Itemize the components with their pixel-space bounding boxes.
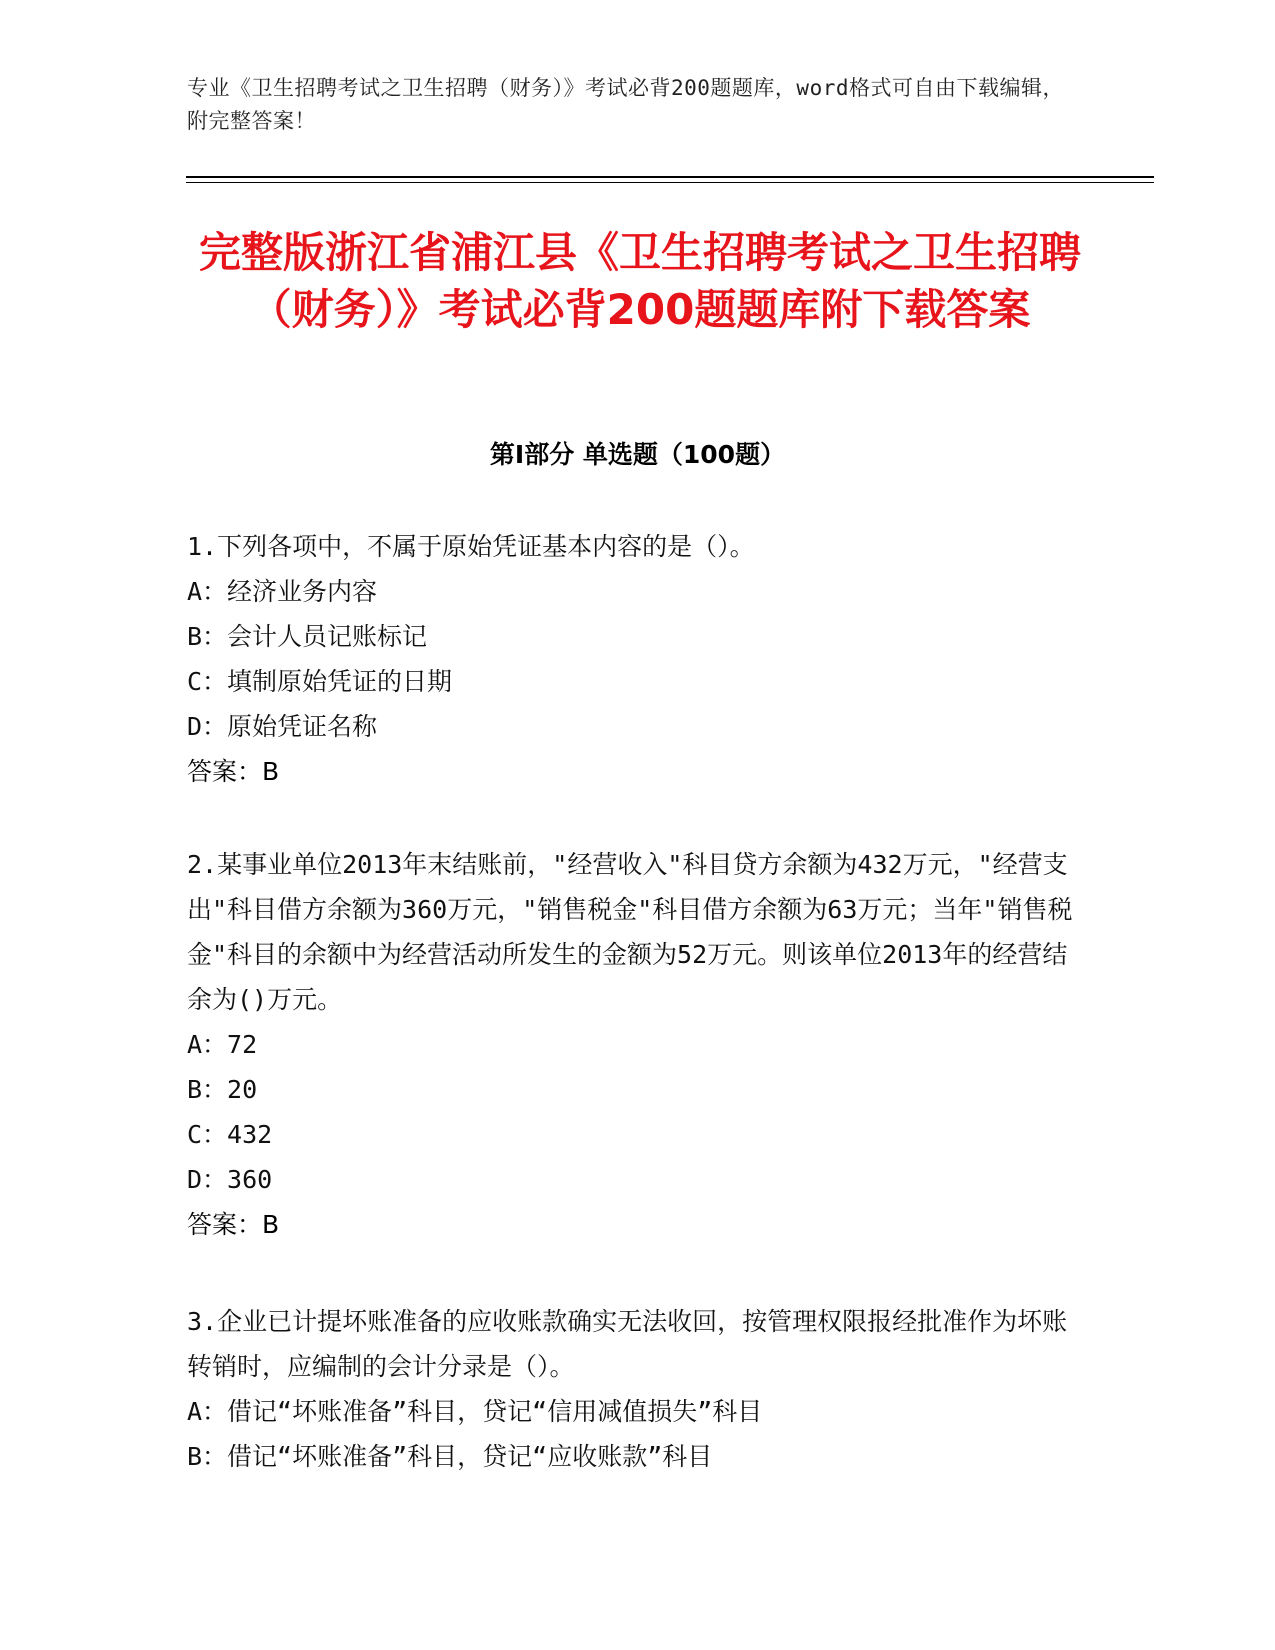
question-stem: 3.企业已计提坏账准备的应收账款确实无法收回，按管理权限报经批准作为坏账转销时，应编制的会计分录是（）。 — [187, 1307, 1068, 1381]
question-1 — [187, 524, 1077, 794]
option-d: D：原始凭证名称 — [187, 712, 378, 741]
header-note: 专业《卫生招聘考试之卫生招聘（财务）》考试必背200题题库，word格式可自由下载编辑，附完整答案！ — [187, 76, 1064, 133]
option-c: C：填制原始凭证的日期 — [187, 667, 453, 696]
option-a: A：72 — [187, 1030, 258, 1059]
document-title: 完整版浙江省浦江县《卫生招聘考试之卫生招聘（财务）》考试必背200题题库附下载答案 — [198, 228, 1081, 334]
option-c: C：432 — [187, 1120, 273, 1149]
option-a: A：经济业务内容 — [187, 577, 378, 606]
question-stem: 1.下列各项中，不属于原始凭证基本内容的是（）。 — [187, 532, 755, 561]
section-title: 第I部分 单选题（100题） — [489, 440, 786, 469]
answer-line: 答案：B — [187, 757, 280, 786]
answer-line: 答案：B — [187, 1210, 280, 1239]
header-divider-thick — [186, 176, 1154, 178]
question-3 — [187, 1299, 1077, 1479]
option-a: A：借记“坏账准备”科目，贷记“信用减值损失”科目 — [187, 1397, 763, 1426]
option-b: B：借记“坏账准备”科目，贷记“应收账款”科目 — [187, 1442, 713, 1471]
header-divider-thin — [186, 182, 1154, 183]
question-2 — [187, 842, 1077, 1247]
option-d: D：360 — [187, 1165, 273, 1194]
option-b: B：会计人员记账标记 — [187, 622, 428, 651]
option-b: B：20 — [187, 1075, 258, 1104]
question-stem: 2.某事业单位2013年末结账前，"经营收入"科目贷方余额为432万元，"经营支出"科目借方余额为360万元，"销售税金"科目借方余额为63万元；当年"销售税金"科目的余额中为经营活动所发生的金额为52万元。则该单位2013年的经营结余为()万元。 — [187, 850, 1073, 1014]
